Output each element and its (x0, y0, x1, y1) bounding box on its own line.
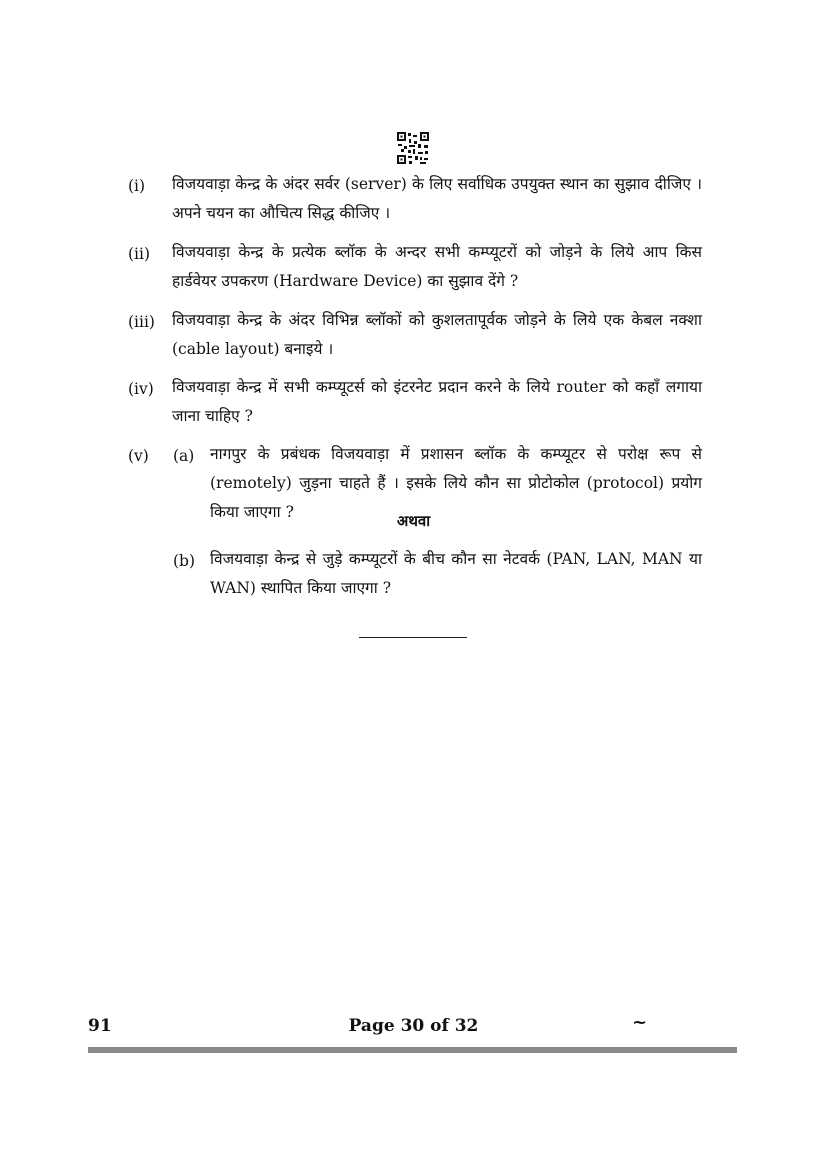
sub-question-label-a: (a) (173, 447, 195, 465)
question-label-iii: (iii) (128, 313, 155, 331)
sub-question-text-b: विजयवाड़ा केन्द्र से जुड़े कम्प्यूटरों के बीच कौन सा नेटवर्क (PAN, LAN, MAN या WAN) स्थापित किया जाएगा ? (210, 550, 702, 597)
question-label-ii: (ii) (128, 245, 151, 263)
question-text-i: विजयवाड़ा केन्द्र के अंदर सर्वर (server) के लिए सर्वाधिक उपयुक्त स्थान का सुझाव दीजिए । अपने चयन का औचित्य सिद्ध कीजिए । (172, 175, 702, 222)
footer-mark: ~ (632, 1012, 648, 1033)
or-divider-text: अथवा (396, 512, 431, 530)
qr-code-icon (396, 131, 430, 165)
sub-question-text-a: नागपुर के प्रबंधक विजयवाड़ा में प्रशासन ब्लॉक के कम्प्यूटर से परोक्ष रूप से (remotely) जुड़ना चाहते हैं । इसके लिये कौन सा प्रोटोकोल (protocol) प्रयोग किया जाएगा ? (210, 445, 702, 521)
question-label-i: (i) (128, 177, 146, 195)
footer-bar (88, 1047, 737, 1053)
page-number: Page 30 of 32 (348, 1016, 479, 1036)
end-rule (359, 637, 467, 638)
question-label-iv: (iv) (128, 380, 154, 398)
question-label-v: (v) (128, 447, 149, 465)
question-text-ii: विजयवाड़ा केन्द्र के प्रत्येक ब्लॉक के अन्दर सभी कम्प्यूटरों को जोड़ने के लिये आप किस हार्डवेयर उपकरण (Hardware Device) का सुझाव देंगे ? (172, 243, 702, 290)
sub-question-label-b: (b) (173, 552, 196, 570)
paper-code: 91 (88, 1016, 112, 1036)
question-text-iii: विजयवाड़ा केन्द्र के अंदर विभिन्न ब्लॉकों को कुशलतापूर्वक जोड़ने के लिये एक केबल नक्शा (cable layout) बनाइये । (172, 311, 702, 358)
question-text-iv: विजयवाड़ा केन्द्र में सभी कम्प्यूटर्स को इंटरनेट प्रदान करने के लिये router को कहाँ लगाया जाना चाहिए ? (172, 378, 702, 425)
